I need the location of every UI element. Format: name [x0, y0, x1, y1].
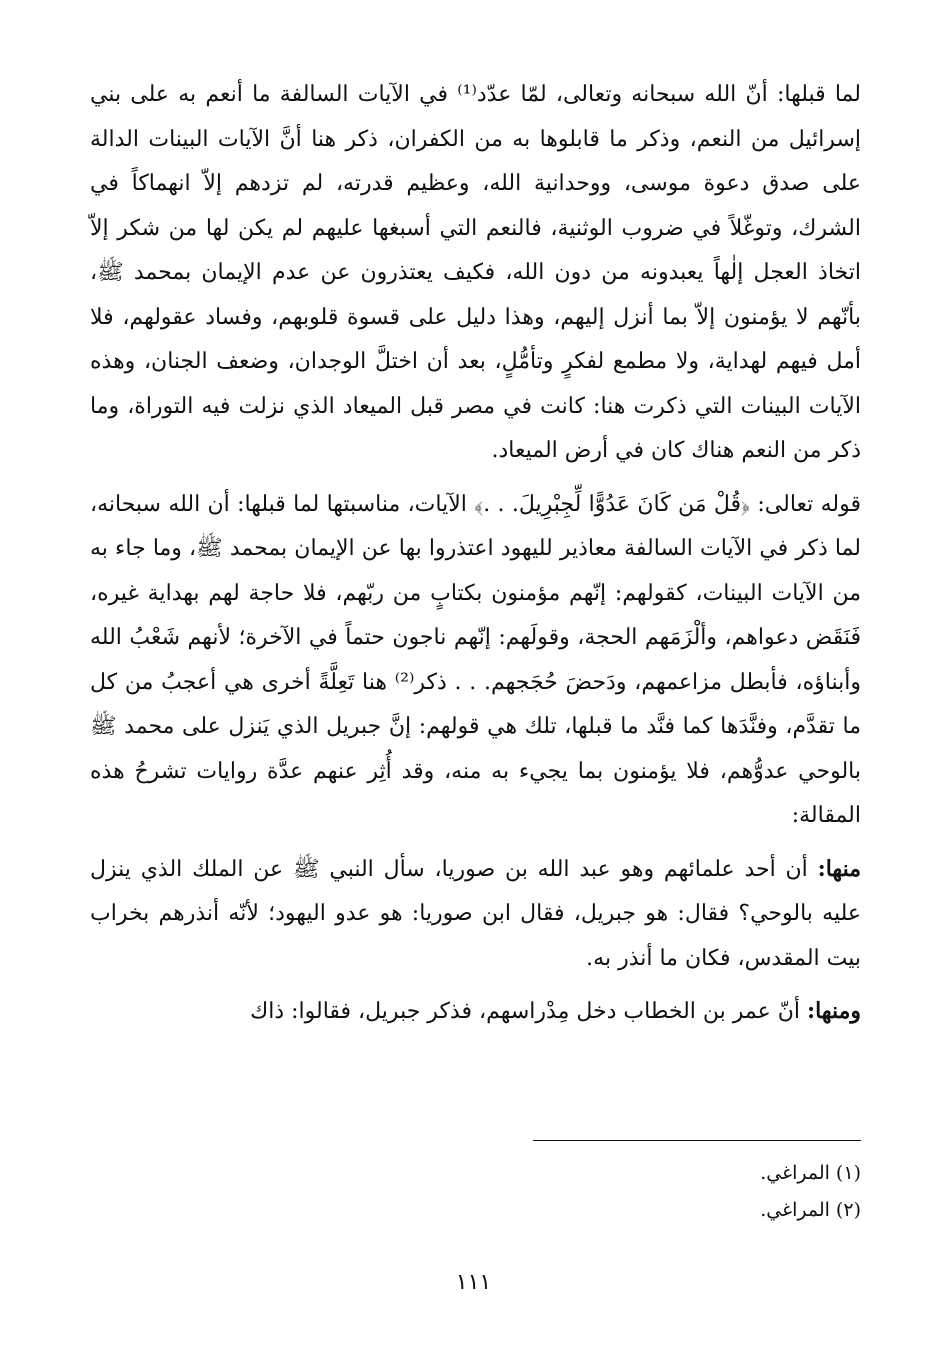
paragraph-2-text: قوله تعالى: ﴿قُلْ مَن كَانَ عَدُوًّا لِّجِبْرِيلَ. . .﴾ الآيات، مناسبتها لما قبلها: أن الله سبحانه، لما ذكر في الآيات السالفة معاذير لليهود اعتذروا بها عن الإيمان بمحمد ﷺ، وما جاء به من الآيات البينات، كقولهم: إنّهم مؤمنون بكتابٍ من ربّهم، فلا حاجة لهم بهداية غيره، فَنَقَض دعواهم، وألْزَمَهم الحجة، وقولَهم: إنّهم ناجون حتماً في الآخرة؛ لأنهم شَعْبُ الله وأبناؤه، فأبطل مزاعمهم، ودَحضَ حُجَجهم. . . ذكر⁽²⁾ هنا تَعِلَّةً أخرى هي أعجبُ من كل ما تقدَّم، وفنَّدَها كما فنَّد ما قبلها، تلك هي قولهم: إنَّ جبريل الذي يَنزل على محمد ﷺ بالوحي عدوُّهم، فلا يؤمنون بما يجيء به منه، وقد أُثِر عنهم عدَّة روايات تشرحُ هذه المقالة: [90, 491, 861, 828]
footnote-separator [533, 1140, 861, 1141]
paragraph-3-text: أن أحد علمائهم وهو عبد الله بن صوريا، سأل النبي ﷺ عن الملك الذي ينزل عليه بالوحي؟ فقال: هو جبريل، فقال ابن صوريا: هو عدو اليهود؛ لأنّه أنذرهم بخراب بيت المقدس، فكان ما أنذر به. [90, 856, 861, 971]
paragraph-4-lead: ومنها: [806, 998, 861, 1024]
footnote-1: (١) المراغي. [760, 1162, 861, 1184]
footnotes [760, 1155, 861, 1229]
paragraph-3 [90, 847, 861, 982]
paragraph-4-text: أنّ عمر بن الخطاب دخل مِدْراسهم، فذكر جبريل، فقالوا: ذاك [250, 999, 807, 1024]
footnote-2: (٢) المراغي. [760, 1199, 861, 1221]
paragraph-1 [90, 72, 861, 474]
page-number: ١١١ [455, 1270, 492, 1295]
paragraph-1-text: لما قبلها: أنّ الله سبحانه وتعالى، لمّا عدّد⁽¹⁾ في الآيات السالفة ما أنعم به على بني إسرائيل من النعم، وذكر ما قابلوها به من الكفران، ذكر هنا أنَّ الآيات البينات الدالة على صدق دعوة موسى، ووحدانية الله، وعظيم قدرته، لم تزدهم إلاّ انهماكاً في الشرك، وتوغّلاً في ضروب الوثنية، فالنعم التي أسبغها عليهم لم يكن لها من شكر إلاّ اتخاذ العجل إلٰهاً يعبدونه من دون الله، فكيف يعتذرون عن عدم الإيمان بمحمد ﷺ، بأنّهم لا يؤمنون إلاّ بما أنزل إليهم، وهذا دليل على قسوة قلوبهم، وفساد عقولهم، فلا أمل فيهم لهداية، ولا مطمع لفكرٍ وتأمُّلٍ، بعد أن اختلَّ الوجدان، وضعف الجنان، وهذه الآيات البينات التي ذكرت هنا: كانت في مصر قبل الميعاد الذي نزلت فيه التوراة، وما ذكر من النعم هناك كان في أرض الميعاد. [90, 82, 861, 463]
paragraph-2 [90, 482, 861, 839]
paragraph-3-lead: منها: [817, 855, 861, 882]
paragraph-4 [90, 989, 861, 1035]
page-body [90, 72, 861, 1035]
